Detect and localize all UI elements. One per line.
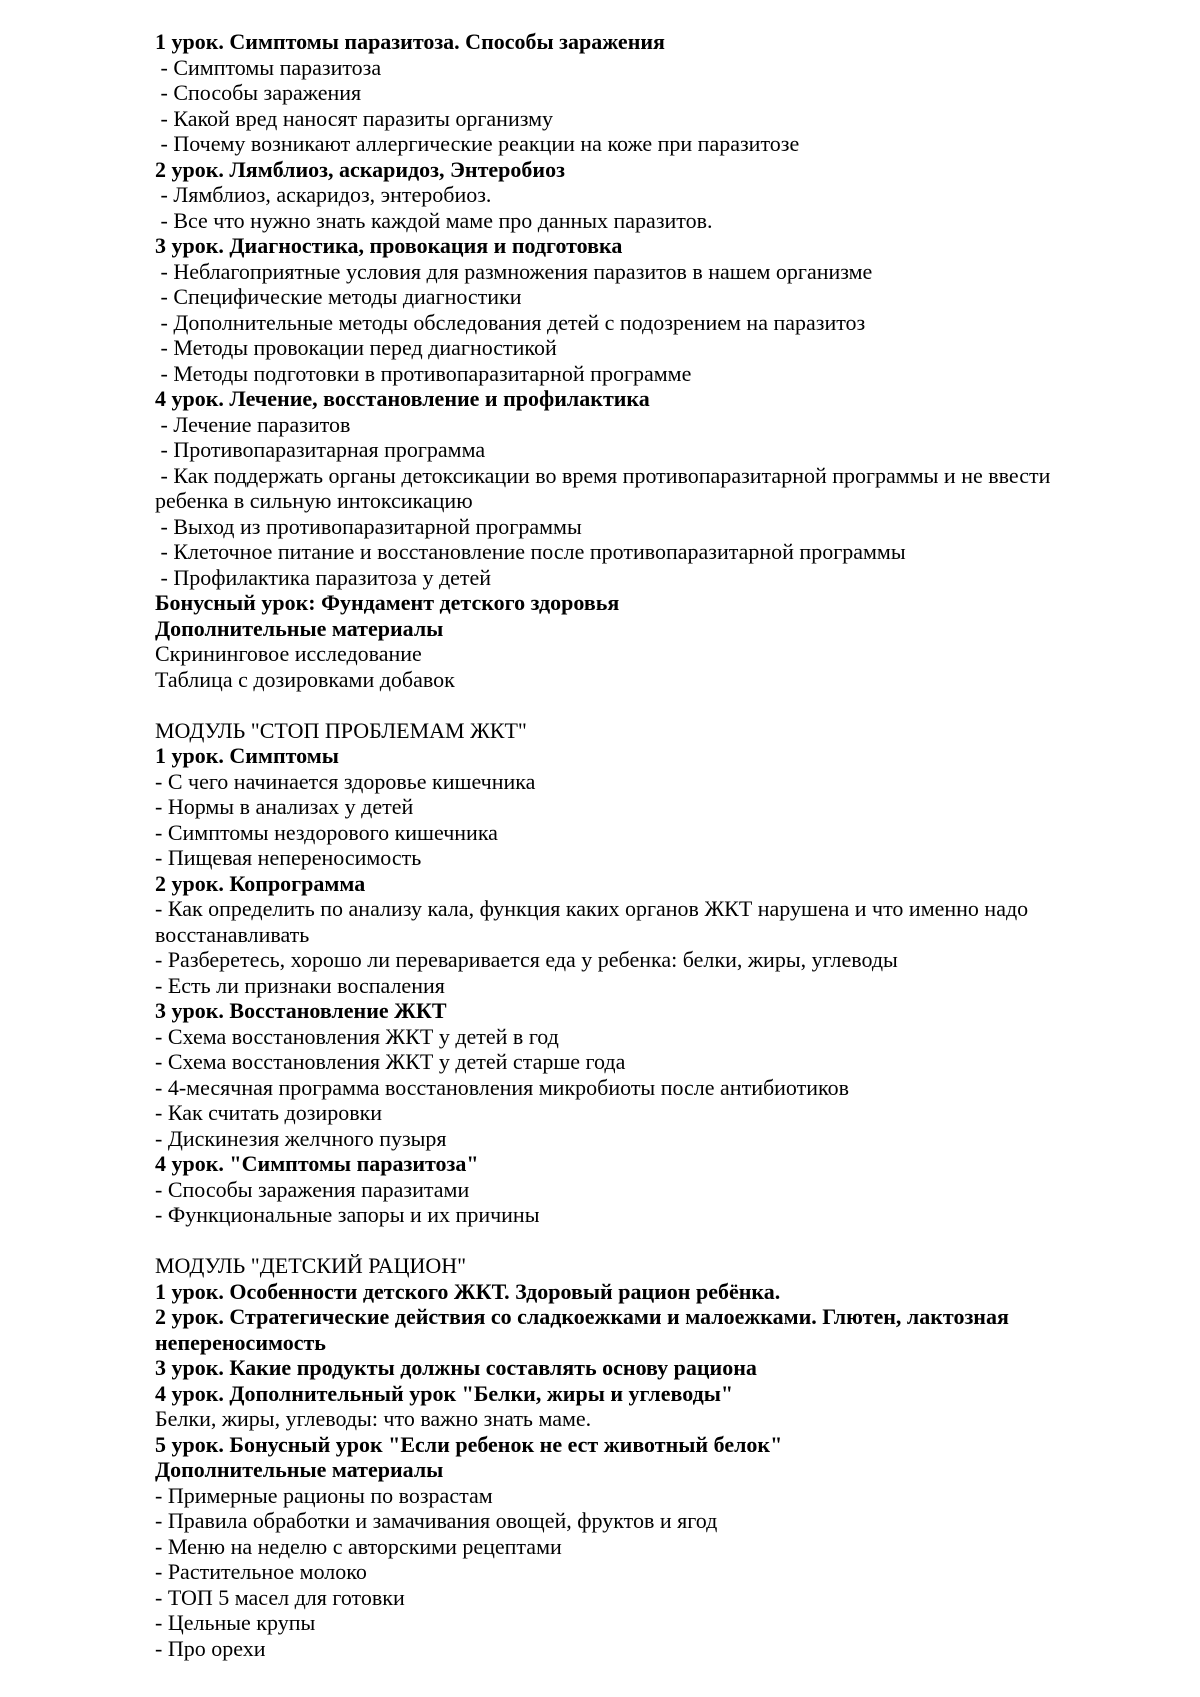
doc-text-line: - Схема восстановления ЖКТ у детей в год [155, 1023, 559, 1049]
doc-text-line: - Про орехи [155, 1635, 266, 1661]
lesson-heading-line: 1 урок. Симптомы паразитоза. Способы заражения [155, 29, 665, 54]
doc-text-line: - Нормы в анализах у детей [155, 794, 414, 819]
doc-text-line: - Дискинезия желчного пузыря [155, 1125, 447, 1151]
doc-text-line: - Функциональные запоры и их причины [155, 1202, 540, 1227]
doc-text-line: - Специфические методы диагностики [155, 284, 522, 309]
lesson-heading-line: 2 урок. Копрограмма [155, 870, 366, 896]
doc-text-line: - Как поддержать органы детоксикации во время противопаразитарной программы и не ввести [155, 462, 1051, 488]
doc-text-line: ребенка в сильную интоксикацию [155, 488, 473, 513]
doc-text-line: - Почему возникают аллергические реакции на коже при паразитозе [155, 131, 800, 156]
doc-text-line: - Лечение паразитов [155, 411, 351, 437]
module-2 [155, 718, 1145, 1228]
lesson-heading-line: 4 урок. "Симптомы паразитоза" [155, 1151, 479, 1176]
doc-text-line: - Симптомы нездорового кишечника [155, 819, 498, 845]
lesson-heading-line: непереносимость [155, 1329, 326, 1355]
doc-text-line: - Способы заражения [155, 80, 362, 105]
lesson-heading-line: 2 урок. Стратегические действия со сладкоежками и малоежками. Глютен, лактозная [155, 1304, 1009, 1329]
doc-text-line: - Примерные рационы по возрастам [155, 1482, 493, 1508]
module-title: МОДУЛЬ "ДЕТСКИЙ РАЦИОН" [155, 1253, 467, 1278]
doc-text-line: Таблица с дозировками добавок [155, 666, 455, 692]
doc-text-line: - Цельные крупы [155, 1610, 316, 1635]
doc-text-line: - Дополнительные методы обследования детей с подозрением на паразитоз [155, 309, 866, 335]
doc-text-line: - Правила обработки и замачивания овощей, фруктов и ягод [155, 1508, 718, 1533]
lesson-heading-line: 1 урок. Симптомы [155, 743, 339, 768]
doc-text-line: - Способы заражения паразитами [155, 1176, 470, 1202]
lesson-heading-line: Бонусный урок: Фундамент детского здоровья [155, 590, 620, 615]
doc-text-line: - ТОП 5 масел для готовки [155, 1584, 405, 1610]
module-1 [155, 29, 1145, 692]
doc-text-line: - Схема восстановления ЖКТ у детей старше года [155, 1049, 626, 1074]
doc-text-line: - Симптомы паразитоза [155, 54, 382, 80]
lesson-heading-line: 3 урок. Диагностика, провокация и подготовка [155, 233, 623, 258]
lesson-heading-line: Дополнительные материалы [155, 615, 444, 641]
lesson-heading-line: 1 урок. Особенности детского ЖКТ. Здоровый рацион ребёнка. [155, 1278, 781, 1304]
doc-text-line: - С чего начинается здоровье кишечника [155, 768, 536, 794]
doc-text-line: Скрининговое исследование [155, 641, 422, 666]
doc-text-line: - Профилактика паразитоза у детей [155, 564, 492, 590]
doc-text-line: - Методы провокации перед диагностикой [155, 335, 557, 360]
doc-text-line: - Неблагоприятные условия для размножения паразитов в нашем организме [155, 258, 873, 284]
module-title: МОДУЛЬ "СТОП ПРОБЛЕМАМ ЖКТ" [155, 717, 527, 743]
doc-text-line: - Выход из противопаразитарной программы [155, 513, 582, 539]
module-3 [155, 1253, 1145, 1661]
doc-text-line: - Как считать дозировки [155, 1100, 383, 1125]
doc-text-line: - Лямблиоз, аскаридоз, энтеробиоз. [155, 182, 492, 207]
lesson-heading-line: Дополнительные материалы [155, 1457, 444, 1482]
lesson-heading-line: 3 урок. Какие продукты должны составлять основу рациона [155, 1355, 757, 1380]
doc-text-line: Белки, жиры, углеводы: что важно знать маме. [155, 1406, 592, 1431]
doc-text-line: - Разберетесь, хорошо ли переваривается еда у ребенка: белки, жиры, углеводы [155, 947, 898, 972]
doc-text-line: - Есть ли признаки воспаления [155, 972, 445, 998]
lesson-heading-line: 4 урок. Дополнительный урок "Белки, жиры и углеводы" [155, 1380, 734, 1406]
lesson-heading-line: 4 урок. Лечение, восстановление и профилактика [155, 386, 650, 411]
doc-text-line: - Клеточное питание и восстановление после противопаразитарной программы [155, 539, 906, 564]
doc-text-line: - Методы подготовки в противопаразитарной программе [155, 360, 692, 386]
course-curriculum-document [155, 29, 1145, 1661]
doc-text-line: - Как определить по анализу кала, функция каких органов ЖКТ нарушена и что именно надо [155, 896, 1029, 921]
doc-text-line: - Все что нужно знать каждой маме про данных паразитов. [155, 207, 713, 233]
doc-text-line: - Меню на неделю с авторскими рецептами [155, 1533, 562, 1559]
lesson-heading-line: 5 урок. Бонусный урок "Если ребенок не ест животный белок" [155, 1431, 783, 1457]
doc-text-line: - Противопаразитарная программа [155, 437, 486, 462]
lesson-heading-line: 3 урок. Восстановление ЖКТ [155, 998, 447, 1023]
doc-text-line: восстанавливать [155, 921, 310, 947]
doc-text-line: - Какой вред наносят паразиты организму [155, 105, 554, 131]
doc-text-line: - 4-месячная программа восстановления микробиоты после антибиотиков [155, 1074, 849, 1100]
doc-text-line: - Растительное молоко [155, 1559, 367, 1584]
lesson-heading-line: 2 урок. Лямблиоз, аскаридоз, Энтеробиоз [155, 156, 565, 182]
doc-text-line: - Пищевая непереносимость [155, 845, 422, 870]
